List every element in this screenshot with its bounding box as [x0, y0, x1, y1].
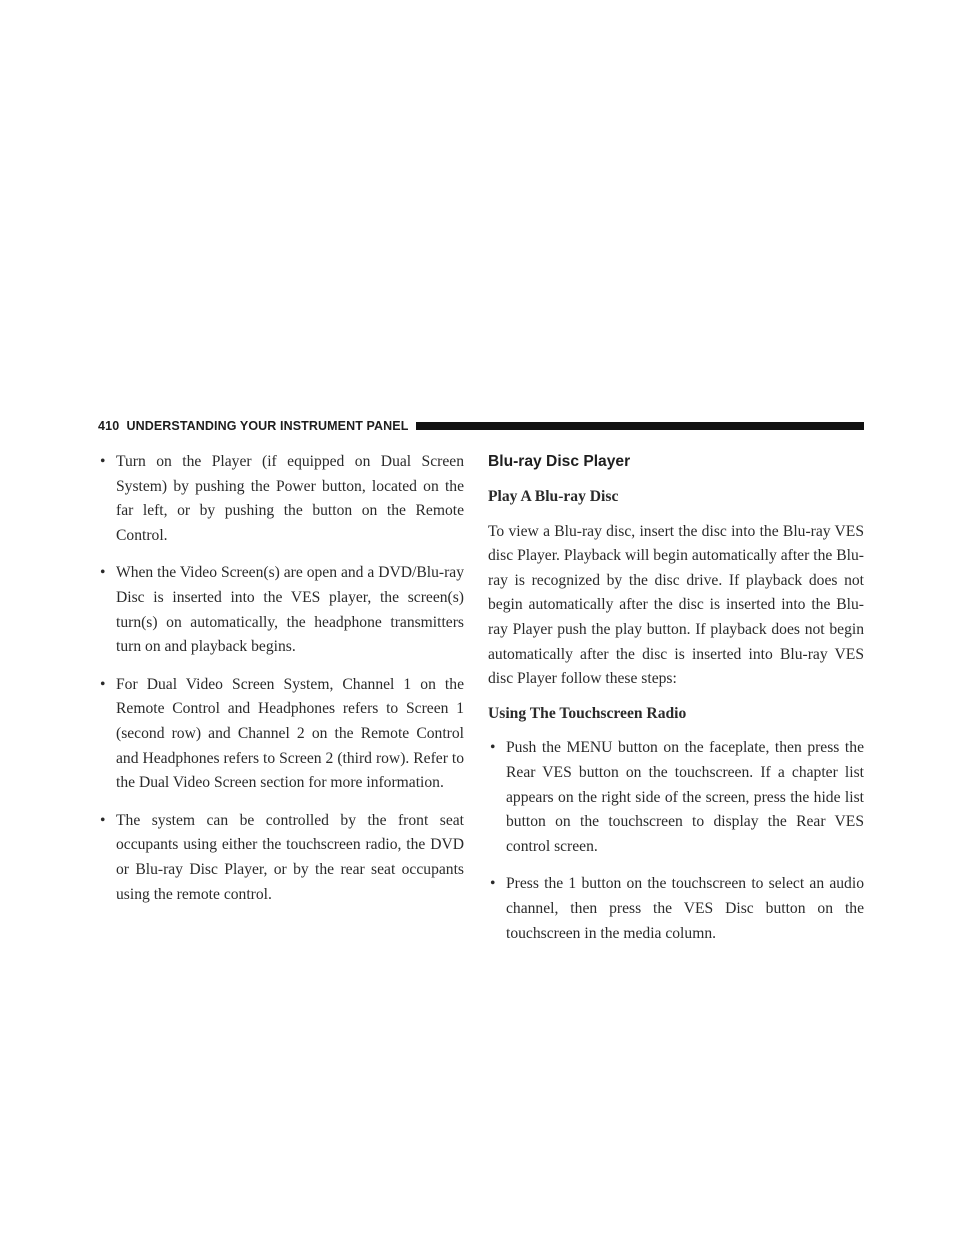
bullet-icon: • [490, 739, 496, 757]
bullet-icon: • [100, 453, 106, 470]
right-bullet-list [488, 736, 864, 946]
list-item-text: Turn on the Player (if equipped on Dual Screen System) by pushing the Power button, located on the far left, or by pushing the button on the Remote Control. [116, 453, 464, 544]
page-header [98, 418, 864, 434]
list-item-text: Press the 1 button on the touchscreen to select an audio channel, then press the VES Disc button on the touchscreen in the media column. [506, 875, 864, 942]
left-column [98, 450, 464, 920]
list-item-text: The system can be controlled by the front seat occupants using either the touchscreen radio, the DVD or Blu-ray Disc Player, or by the rear seat occupants using the remote control. [116, 811, 464, 903]
header-rule [416, 422, 864, 430]
subheading-touchscreen-radio: Using The Touchscreen Radio [488, 704, 687, 722]
list-item [98, 673, 464, 796]
bullet-icon: • [100, 811, 106, 829]
list-item [488, 872, 864, 946]
bullet-icon: • [490, 875, 496, 893]
subheading-play-disc: Play A Blu-ray Disc [488, 488, 619, 505]
list-item [98, 809, 464, 907]
bullet-icon: • [100, 564, 106, 582]
body-paragraph: To view a Blu-ray disc, insert the disc into the Blu-ray VES disc Player. Playback will begin automatically after the Blu-ray is recognized by the disc drive. If playback does not begin automatically after the disc is inserted into the Blu-ray Player push the play button. If playback does not begin automatically after the disc is inserted into Blu-ray VES disc Player follow these steps: [488, 522, 864, 688]
list-item-text: When the Video Screen(s) are open and a DVD/Blu-ray Disc is inserted into the VES player, the screen(s) turn(s) on automatically, the headphone transmitters turn on and playback begins. [116, 564, 464, 656]
list-item-text: For Dual Video Screen System, Channel 1 on the Remote Control and Headphones refers to Screen 1 (second row) and Channel 2 on the Remote Control and Headphones refers to Screen 2 (third row). Refer to the Dual Video Screen section for more information. [116, 675, 464, 792]
section-title: UNDERSTANDING YOUR INSTRUMENT PANEL [126, 419, 409, 433]
list-item-text: Push the MENU button on the faceplate, then press the Rear VES button on the touchscreen. If a chapter list appears on the right side of the screen, press the hide list button on the touchscreen to display the Rear VES control screen. [506, 739, 864, 855]
list-item [98, 450, 464, 548]
right-column [488, 450, 864, 959]
list-item [488, 736, 864, 859]
section-heading: Blu-ray Disc Player [488, 453, 631, 470]
page-number: 410 [98, 419, 120, 433]
left-bullet-list [98, 450, 464, 907]
list-item [98, 561, 464, 659]
bullet-icon: • [100, 675, 106, 693]
